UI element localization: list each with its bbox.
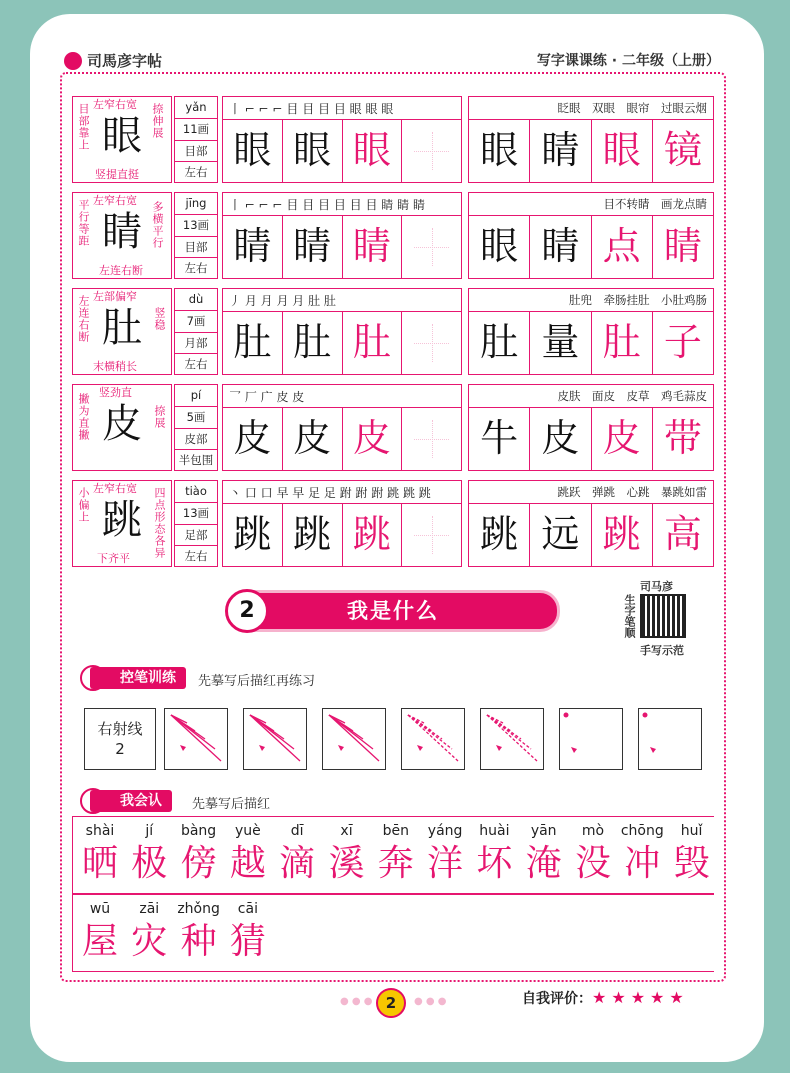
writing-tip: 左窄右宽	[93, 194, 137, 207]
writing-tip: 下齐平	[97, 552, 130, 565]
recognize-character[interactable]: 溪	[328, 843, 365, 884]
recognize-char	[274, 823, 320, 885]
word-cell[interactable]: 跳	[469, 504, 530, 566]
recognize-char	[422, 823, 468, 885]
word-practice-panel	[468, 288, 714, 375]
word-cell[interactable]: 睛	[530, 216, 591, 278]
model-char-box	[72, 480, 172, 567]
practice-cell[interactable]: 眼	[223, 120, 283, 182]
structure: 左右	[184, 357, 208, 372]
example-words: 肚兜 牵肠挂肚 小肚鸡肠	[569, 293, 707, 307]
writing-tip: 左连右断	[77, 295, 90, 343]
recognize-char	[669, 823, 715, 885]
qr-side-label: 生字笔顺	[623, 594, 636, 638]
recognize-row-1	[72, 816, 714, 894]
qr-code-icon[interactable]	[640, 594, 686, 638]
stroke-order: 丿 月 月 月 月 肚 肚	[229, 294, 336, 308]
recognize-pinyin: bàng	[180, 823, 217, 839]
word-cell[interactable]: 点	[592, 216, 653, 278]
recognize-row-2	[72, 894, 714, 972]
word-grid	[469, 119, 713, 182]
recognize-char	[77, 901, 123, 963]
example-words: 跳跃 弹跳 心跳 暴跳如雷	[557, 485, 707, 499]
writing-tip: 小偏上	[77, 487, 90, 523]
page-number: 2	[376, 988, 406, 1018]
recognize-char	[570, 823, 616, 885]
recognize-pinyin: xī	[340, 823, 353, 839]
brand-name: 司馬彦字帖	[87, 52, 163, 70]
char-info	[174, 192, 218, 279]
recognize-pinyin: huài	[479, 823, 510, 839]
practice-cell[interactable]	[402, 312, 461, 374]
word-grid	[469, 503, 713, 566]
stroke-order: 丶 口 口 早 早 足 足 跗 跗 跗 跳 跳 跳	[229, 486, 431, 500]
word-practice-panel	[468, 480, 714, 567]
recognize-character[interactable]: 奔	[377, 843, 414, 884]
recognize-character[interactable]: 洋	[427, 843, 464, 884]
stroke-count: 5画	[175, 407, 217, 429]
recognize-character[interactable]: 毁	[673, 843, 710, 884]
word-cell[interactable]: 眼	[592, 120, 653, 182]
example-words: 眨眼 双眼 眼帘 过眼云烟	[557, 101, 707, 115]
writing-tip: 左窄右宽	[93, 98, 137, 111]
recognize-character[interactable]: 猜	[229, 921, 266, 962]
word-cell[interactable]: 眼	[469, 120, 530, 182]
recognize-character[interactable]: 种	[180, 921, 217, 962]
recognize-char	[324, 823, 370, 885]
practice-cell[interactable]: 睛	[343, 216, 403, 278]
recognize-pinyin: wū	[89, 901, 111, 917]
char-row	[72, 480, 714, 567]
rating-stars[interactable]: ★★★★★	[592, 988, 689, 1007]
stroke-practice-box[interactable]	[322, 708, 386, 770]
word-cell[interactable]: 子	[663, 320, 702, 364]
footer-dots-right: ● ● ●	[414, 996, 447, 1007]
writing-tip: 左部偏窄	[93, 290, 137, 303]
model-char-box	[72, 96, 172, 183]
writing-tip: 竖劲直	[99, 386, 132, 399]
practice-grid	[223, 311, 461, 374]
radical: 皮部	[175, 429, 217, 451]
char-pinyin: tiào	[175, 481, 217, 503]
qr-bottom-label: 手写示范	[640, 644, 684, 657]
char-row	[72, 96, 714, 183]
word-cell[interactable]: 带	[663, 416, 702, 460]
word-cell[interactable]: 高	[663, 512, 702, 556]
recognize-pinyin: shài	[85, 823, 115, 839]
writing-tip: 左窄右宽	[93, 482, 137, 495]
word-practice-panel	[468, 96, 714, 183]
stroke-count: 13画	[175, 215, 217, 237]
practice-cell[interactable]: 肚	[223, 312, 283, 374]
recognize-section-note: 先摹写后描红	[192, 797, 271, 812]
writing-tip: 平行等距	[77, 199, 90, 247]
stroke-type-label	[84, 708, 156, 770]
writing-tip: 多横平行	[151, 201, 164, 249]
qr-top-label: 司马彦	[640, 580, 673, 593]
recognize-char	[471, 823, 517, 885]
stroke-practice-panel	[222, 192, 462, 279]
control-section-note: 先摹写后描红再练习	[198, 674, 316, 689]
recognize-char	[176, 823, 222, 885]
book-series-title: 写字课课练 · 二年级（上册）	[536, 53, 720, 69]
recognize-character[interactable]: 越	[229, 843, 266, 884]
recognize-pinyin: zhǒng	[177, 901, 220, 917]
stroke-practice-box[interactable]	[559, 708, 623, 770]
practice-cell[interactable]: 跳	[223, 504, 283, 566]
practice-cell[interactable]: 肚	[283, 312, 343, 374]
writing-tip: 撇为直撇	[77, 393, 90, 441]
word-grid	[469, 407, 713, 470]
char-pinyin: dù	[175, 289, 217, 311]
brand-logo	[64, 50, 162, 71]
stroke-practice-panel	[222, 96, 462, 183]
recognize-character[interactable]: 坏	[476, 843, 513, 884]
lesson-number: 2	[225, 589, 269, 633]
recognize-section-badge: 我会认	[90, 790, 172, 812]
stroke-practice-panel	[222, 480, 462, 567]
stroke-count: 13画	[175, 503, 217, 525]
stroke-type-name: 右射线	[97, 720, 143, 738]
structure: 左右	[184, 261, 208, 276]
recognize-char	[225, 823, 271, 885]
stroke-practice-box[interactable]	[480, 708, 544, 770]
word-grid	[469, 311, 713, 374]
word-cell[interactable]: 皮	[592, 408, 653, 470]
practice-grid	[223, 503, 461, 566]
recognize-pinyin: yáng	[427, 823, 463, 839]
writing-tip: 捺伸展	[151, 103, 164, 139]
char-row	[72, 384, 714, 471]
recognize-pinyin: yuè	[235, 823, 261, 839]
recognize-pinyin: yān	[530, 823, 557, 839]
self-evaluation	[522, 988, 689, 1008]
stroke-count: 7画	[175, 311, 217, 333]
stroke-order: 丨 ⌐ ⌐ ⌐ 目 目 目 目 目 目 睛 睛 睛	[229, 198, 425, 212]
practice-cell[interactable]: 睛	[283, 216, 343, 278]
stroke-order: 丨 ⌐ ⌐ ⌐ 目 目 目 目 眼 眼 眼	[229, 102, 394, 116]
practice-cell[interactable]: 皮	[223, 408, 283, 470]
model-char-box	[72, 288, 172, 375]
structure: 左右	[184, 165, 208, 180]
radical: 足部	[175, 525, 217, 547]
recognize-character[interactable]: 滴	[279, 843, 316, 884]
char-info	[174, 384, 218, 471]
recognize-character[interactable]: 极	[131, 843, 168, 884]
radical: 月部	[175, 333, 217, 355]
radical: 目部	[175, 237, 217, 259]
word-cell[interactable]: 肚	[592, 312, 653, 374]
recognize-character[interactable]: 晒	[81, 843, 118, 884]
practice-cell[interactable]	[402, 216, 461, 278]
recognize-pinyin: bēn	[382, 823, 409, 839]
recognize-char	[521, 823, 567, 885]
writing-tip: 左连右断	[99, 264, 143, 277]
char-row	[72, 288, 714, 375]
recognize-pinyin: zāi	[139, 901, 160, 917]
self-eval-label: 自我评价：	[522, 991, 592, 1007]
practice-grid	[223, 407, 461, 470]
stroke-practice-panel	[222, 384, 462, 471]
recognize-char	[126, 823, 172, 885]
word-practice-panel	[468, 192, 714, 279]
char-info	[174, 96, 218, 183]
recognize-char	[225, 901, 271, 963]
word-cell[interactable]: 皮	[530, 408, 591, 470]
stroke-type-number: 2	[115, 740, 125, 758]
word-cell[interactable]: 睛	[663, 224, 702, 268]
word-cell[interactable]: 跳	[592, 504, 653, 566]
stroke-practice-box[interactable]	[243, 708, 307, 770]
word-practice-panel	[468, 384, 714, 471]
model-char-box	[72, 192, 172, 279]
word-cell[interactable]: 睛	[530, 120, 591, 182]
word-cell[interactable]: 眼	[469, 216, 530, 278]
recognize-char	[619, 823, 665, 885]
char-pinyin: pí	[175, 385, 217, 407]
model-char: 跳	[102, 497, 142, 543]
recognize-character[interactable]: 淹	[525, 843, 562, 884]
recognize-character[interactable]: 灾	[131, 921, 168, 962]
practice-cell[interactable]: 眼	[343, 120, 403, 182]
lesson-title: 我是什么	[347, 598, 439, 623]
brand-icon	[64, 52, 82, 70]
practice-cell[interactable]	[402, 504, 461, 566]
footer-dots-left: ● ● ●	[340, 996, 373, 1007]
practice-cell[interactable]: 肚	[343, 312, 403, 374]
recognize-char	[176, 901, 222, 963]
recognize-character[interactable]: 冲	[624, 843, 661, 884]
writing-tip: 末横稍长	[93, 360, 137, 373]
char-pinyin: jīng	[175, 193, 217, 215]
stroke-practice-box[interactable]	[401, 708, 465, 770]
word-cell[interactable]: 牛	[469, 408, 530, 470]
stroke-count: 11画	[175, 119, 217, 141]
stroke-practice-box[interactable]	[164, 708, 228, 770]
structure: 半包围	[178, 453, 214, 468]
practice-cell[interactable]: 睛	[223, 216, 283, 278]
practice-cell[interactable]	[402, 120, 461, 182]
recognize-character[interactable]: 屋	[81, 921, 118, 962]
writing-tip: 竖提直挺	[95, 168, 139, 181]
control-section-badge: 控笔训练	[90, 667, 186, 689]
recognize-character[interactable]: 没	[574, 843, 611, 884]
practice-cell[interactable]: 跳	[343, 504, 403, 566]
recognize-pinyin: mò	[581, 823, 605, 839]
char-pinyin: yǎn	[175, 97, 217, 119]
recognize-pinyin: dī	[290, 823, 304, 839]
stroke-order: 乛 厂 广 皮 皮	[229, 390, 305, 404]
recognize-character[interactable]: 傍	[180, 843, 217, 884]
model-char-box	[72, 384, 172, 471]
recognize-char	[77, 823, 123, 885]
practice-cell[interactable]: 跳	[283, 504, 343, 566]
stroke-practice-panel	[222, 288, 462, 375]
writing-tip: 捺展	[153, 405, 166, 429]
recognize-pinyin: jí	[145, 823, 154, 839]
writing-tip: 四点形态各异	[153, 487, 166, 559]
model-char: 睛	[102, 209, 142, 255]
recognize-pinyin: cāi	[237, 901, 258, 917]
practice-grid	[223, 119, 461, 182]
recognize-pinyin: chōng	[620, 823, 664, 839]
word-cell[interactable]: 镜	[663, 128, 702, 172]
char-info	[174, 480, 218, 567]
model-char: 眼	[102, 113, 142, 159]
writing-tip: 竖稳	[153, 307, 166, 331]
word-cell[interactable]: 肚	[469, 312, 530, 374]
practice-grid	[223, 215, 461, 278]
practice-cell[interactable]	[402, 408, 461, 470]
structure: 左右	[184, 549, 208, 564]
model-char: 肚	[102, 305, 142, 351]
recognize-char	[126, 901, 172, 963]
radical: 目部	[175, 141, 217, 163]
practice-cell[interactable]: 皮	[283, 408, 343, 470]
example-words: 目不转睛 画龙点睛	[603, 197, 707, 211]
recognize-char	[373, 823, 419, 885]
lesson-banner	[226, 590, 560, 632]
practice-cell[interactable]: 眼	[283, 120, 343, 182]
word-cell[interactable]: 量	[530, 312, 591, 374]
char-info	[174, 288, 218, 375]
word-grid	[469, 215, 713, 278]
recognize-pinyin: huǐ	[680, 823, 703, 839]
char-row	[72, 192, 714, 279]
model-char: 皮	[102, 401, 142, 447]
writing-tip: 目部靠上	[77, 103, 90, 151]
example-words: 皮肤 面皮 皮草 鸡毛蒜皮	[557, 389, 707, 403]
practice-cell[interactable]: 皮	[343, 408, 403, 470]
word-cell[interactable]: 远	[530, 504, 591, 566]
stroke-practice-box[interactable]	[638, 708, 702, 770]
